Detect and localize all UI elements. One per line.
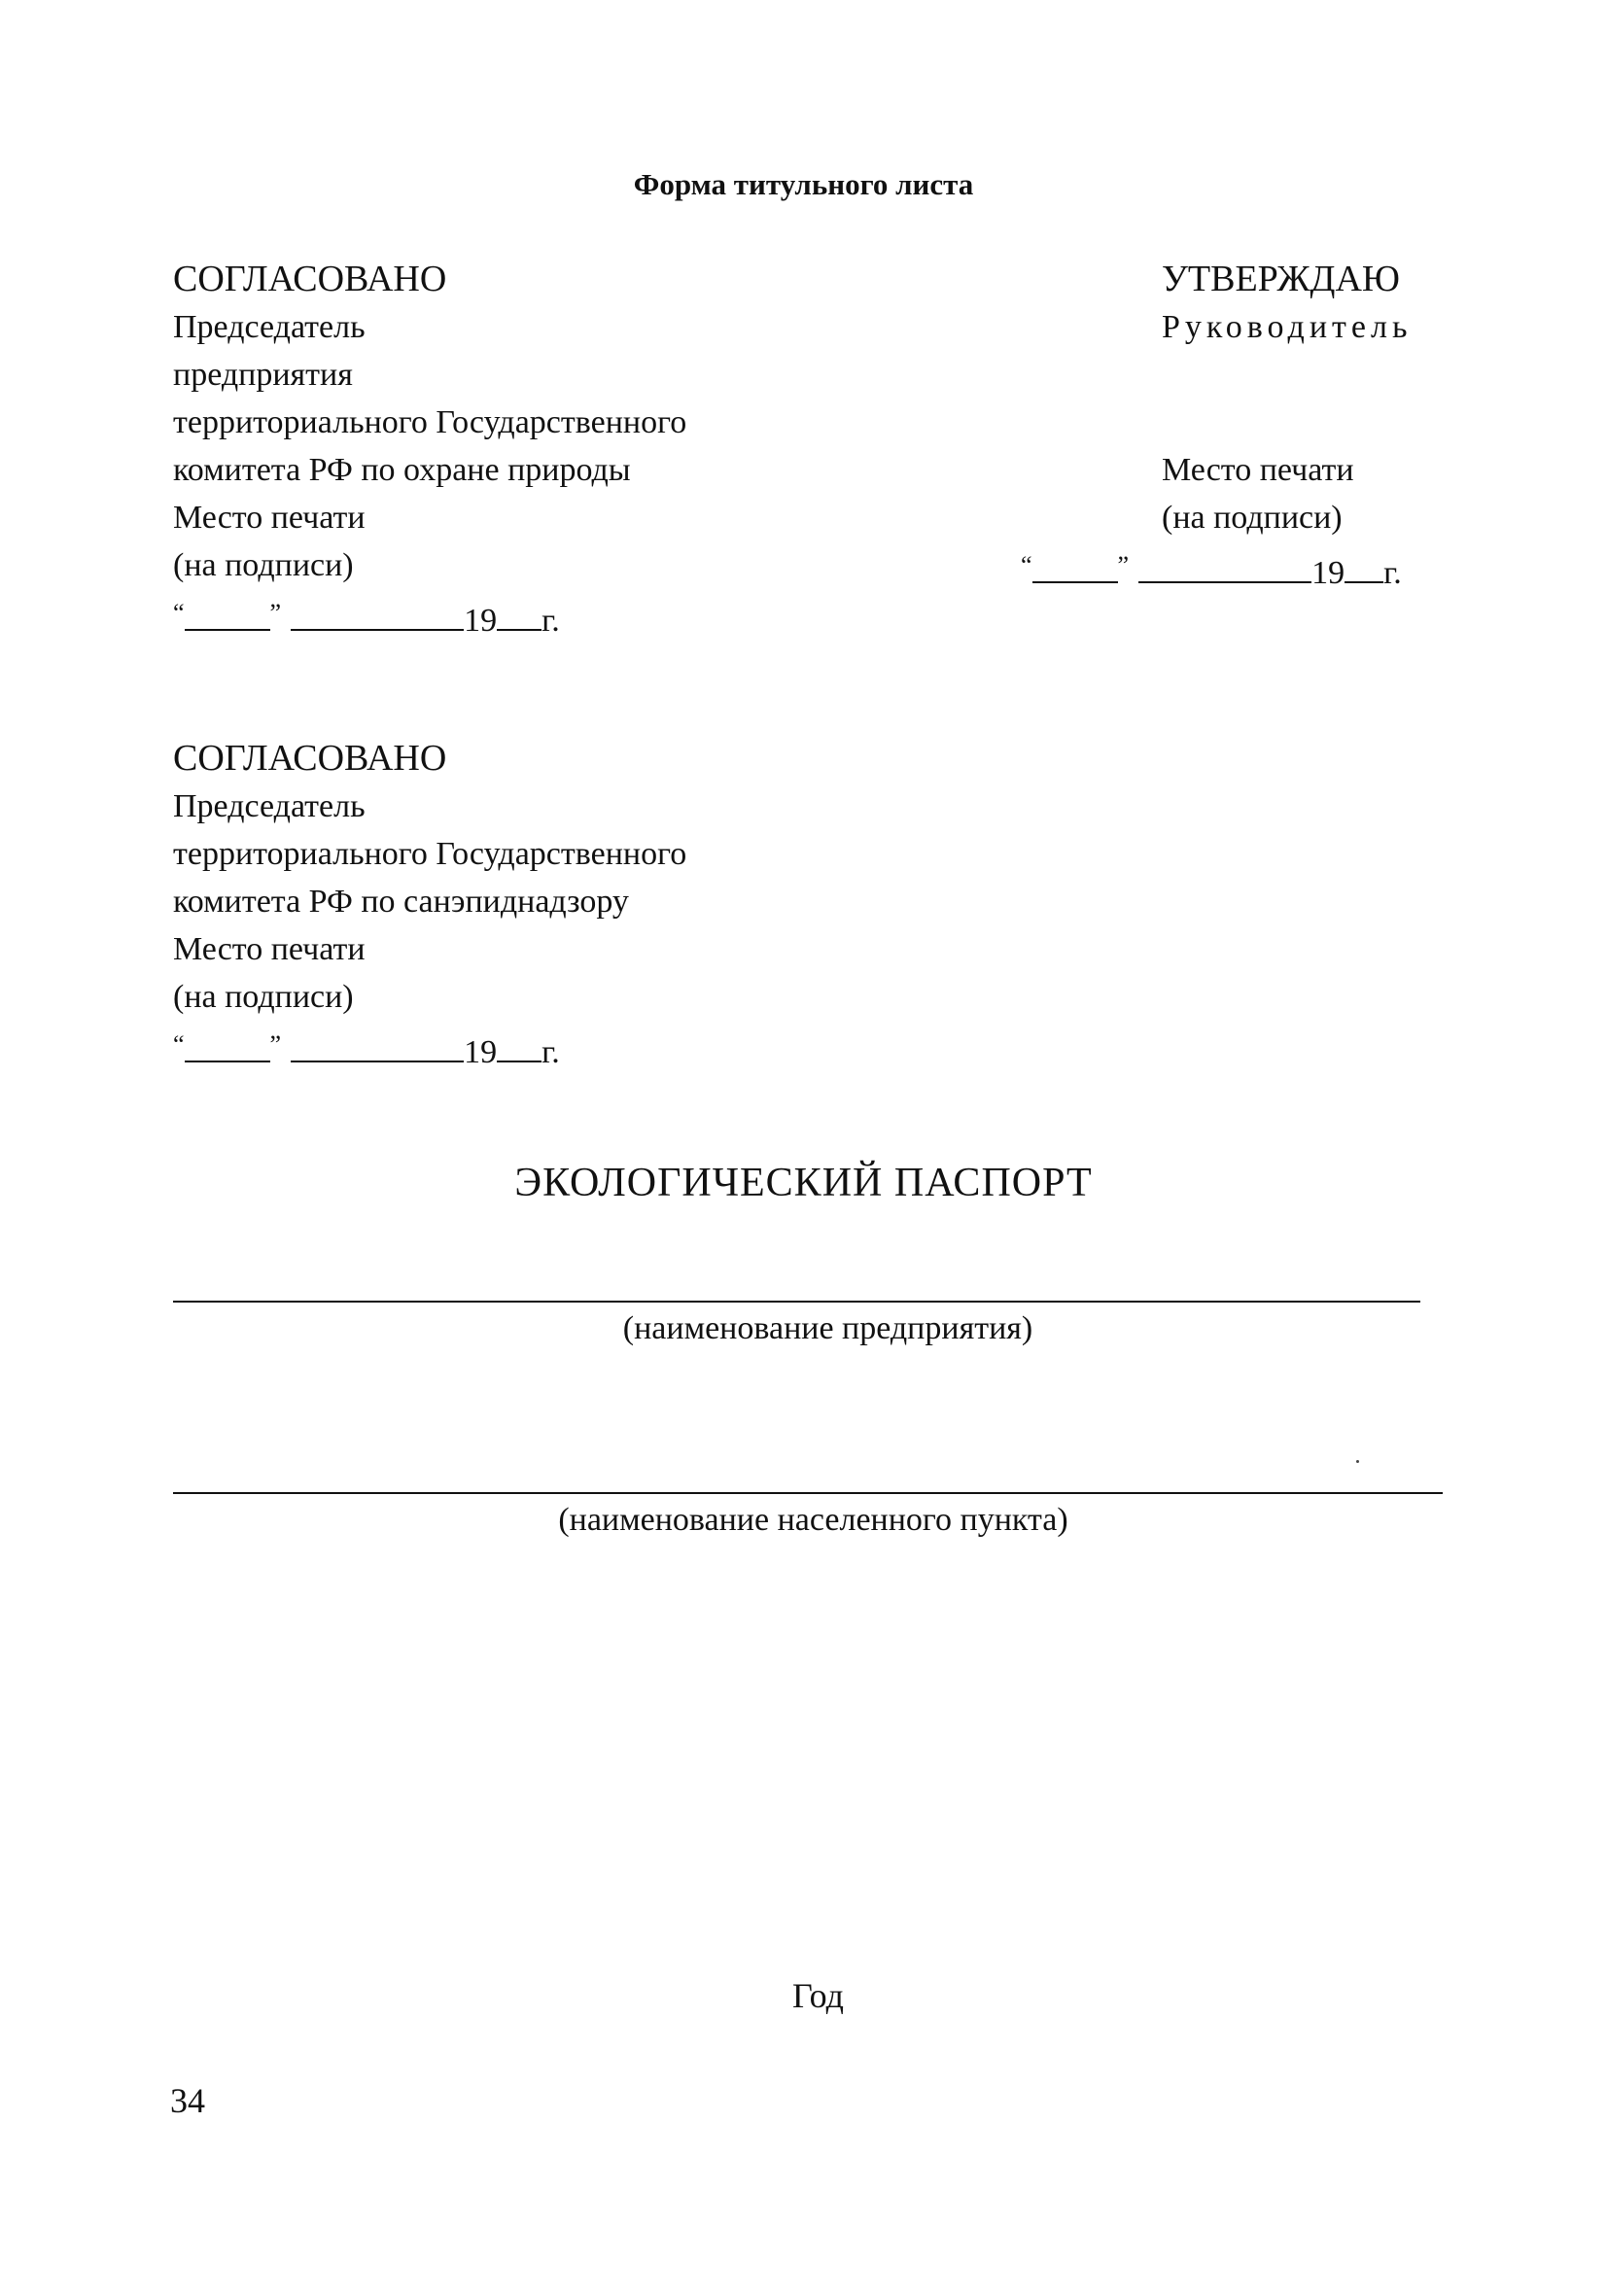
day-blank [1032, 552, 1118, 583]
agreed-heading: СОГЛАСОВАНО [173, 259, 447, 299]
signature-label: (на подписи) [173, 547, 354, 583]
signatory-line: Председатель [173, 309, 366, 345]
settlement-caption: (наименование населенного пункта) [558, 1502, 1068, 1538]
day-blank [185, 600, 270, 631]
close-quote: ” [269, 1030, 282, 1059]
settlement-name-line [173, 1492, 1443, 1494]
month-blank [1138, 552, 1311, 583]
century-text: 19 [464, 603, 498, 639]
document-title: ЭКОЛОГИЧЕСКИЙ ПАСПОРТ [514, 1161, 1093, 1205]
date-line [173, 589, 686, 644]
close-quote: ” [1117, 551, 1130, 579]
year-blank [497, 1031, 541, 1062]
date-line [173, 1021, 686, 1076]
year-suffix: г. [541, 1034, 560, 1070]
open-quote: “ [173, 599, 185, 627]
page-number: 34 [170, 2081, 205, 2120]
month-blank [291, 1031, 464, 1062]
open-quote: “ [173, 1030, 185, 1059]
year-suffix: г. [541, 603, 560, 639]
year-blank [497, 600, 541, 631]
agreed-heading: СОГЛАСОВАНО [173, 738, 447, 779]
close-quote: ” [269, 599, 282, 627]
open-quote: “ [1021, 551, 1032, 579]
year-label: Год [792, 1976, 844, 2015]
century-text: 19 [1311, 555, 1345, 591]
approved-block [1021, 255, 1413, 597]
scan-speck [1356, 1460, 1359, 1463]
stamp-place-label: Место печати [173, 500, 366, 536]
signature-label: (на подписи) [1162, 500, 1343, 536]
year-blank [1345, 552, 1383, 583]
enterprise-name-line [173, 1301, 1420, 1303]
signatory-line: территориального Государственного [173, 404, 687, 440]
role-label: Руководитель [1162, 309, 1413, 345]
form-title: Форма титульного листа [633, 167, 974, 201]
signatory-line: комитета РФ по санэпиднадзору [173, 884, 629, 920]
stamp-place-label: Место печати [173, 931, 366, 967]
signatory-line: комитета РФ по охране природы [173, 452, 631, 488]
signatory-line: Председатель [173, 788, 366, 824]
century-text: 19 [464, 1034, 498, 1070]
year-suffix: г. [1383, 555, 1402, 591]
approved-heading: УТВЕРЖДАЮ [1162, 259, 1400, 299]
month-blank [291, 600, 464, 631]
day-blank [185, 1031, 270, 1062]
date-line [1021, 541, 1412, 597]
signatory-line: предприятия [173, 357, 353, 393]
agreed-nature-block [173, 255, 686, 644]
signature-label: (на подписи) [173, 979, 354, 1015]
stamp-place-label: Место печати [1162, 452, 1354, 488]
signatory-line: территориального Государственного [173, 836, 687, 872]
enterprise-caption: (наименование предприятия) [622, 1310, 1033, 1346]
agreed-sanitary-block [173, 734, 686, 1076]
